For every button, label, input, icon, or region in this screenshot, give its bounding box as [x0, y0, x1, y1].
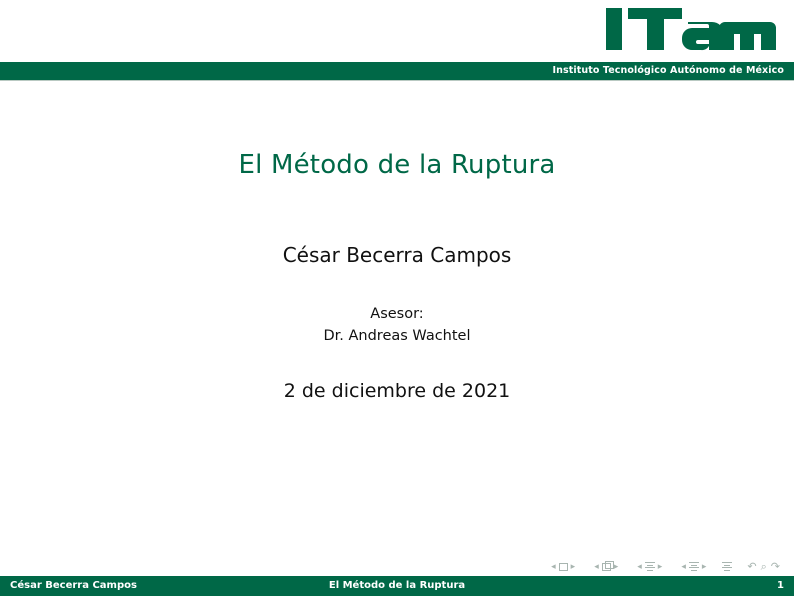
back-icon[interactable]: ↶ — [747, 560, 757, 573]
section-navigation-group[interactable] — [634, 562, 665, 572]
itam-logo — [606, 4, 776, 54]
advisor-name: Dr. Andreas Wachtel — [323, 327, 471, 344]
prev-frame-icon[interactable]: ◂ — [551, 561, 556, 572]
title-block — [0, 150, 794, 402]
footer-title: El Método de la Ruptura — [328, 580, 466, 591]
author-name: César Becerra Campos — [282, 243, 512, 268]
beamer-navigation-bar[interactable] — [548, 561, 782, 572]
header-green-bar — [0, 62, 794, 80]
footer-page-number: 1 — [777, 580, 784, 591]
slide-footer — [0, 576, 794, 596]
header-divider — [0, 80, 794, 81]
frame-navigation-group[interactable] — [548, 562, 578, 572]
prev-section-icon[interactable]: ◂ — [637, 561, 642, 572]
next-frame-icon[interactable]: ▸ — [570, 561, 576, 572]
history-navigation-group[interactable] — [745, 561, 782, 572]
subsection-icon[interactable] — [602, 563, 611, 571]
document-navigation-group[interactable] — [722, 562, 732, 571]
prev-subsection-icon[interactable]: ◂ — [594, 561, 599, 572]
advisor-label: Asesor: — [370, 306, 424, 323]
search-icon[interactable]: ⌕ — [760, 560, 767, 573]
page-title: El Método de la Ruptura — [238, 150, 556, 180]
forward-icon[interactable]: ↷ — [770, 560, 780, 573]
section-icon[interactable] — [645, 562, 655, 571]
subsection-navigation-group[interactable] — [591, 562, 621, 572]
part-navigation-group[interactable] — [678, 562, 709, 572]
doc-icon[interactable] — [722, 562, 732, 571]
next-section-icon[interactable]: ▸ — [657, 561, 663, 572]
institution-name: Instituto Tecnológico Autónomo de México — [552, 65, 784, 76]
next-part-icon[interactable]: ▸ — [701, 561, 707, 572]
presentation-date: 2 de diciembre de 2021 — [283, 379, 511, 402]
footer-author: César Becerra Campos — [10, 580, 137, 591]
frame-icon[interactable] — [559, 563, 568, 571]
advisor-block — [0, 304, 794, 348]
part-icon[interactable] — [689, 562, 699, 571]
prev-part-icon[interactable]: ◂ — [681, 561, 686, 572]
next-subsection-icon[interactable]: ▸ — [613, 561, 619, 572]
slide-header — [0, 0, 794, 62]
